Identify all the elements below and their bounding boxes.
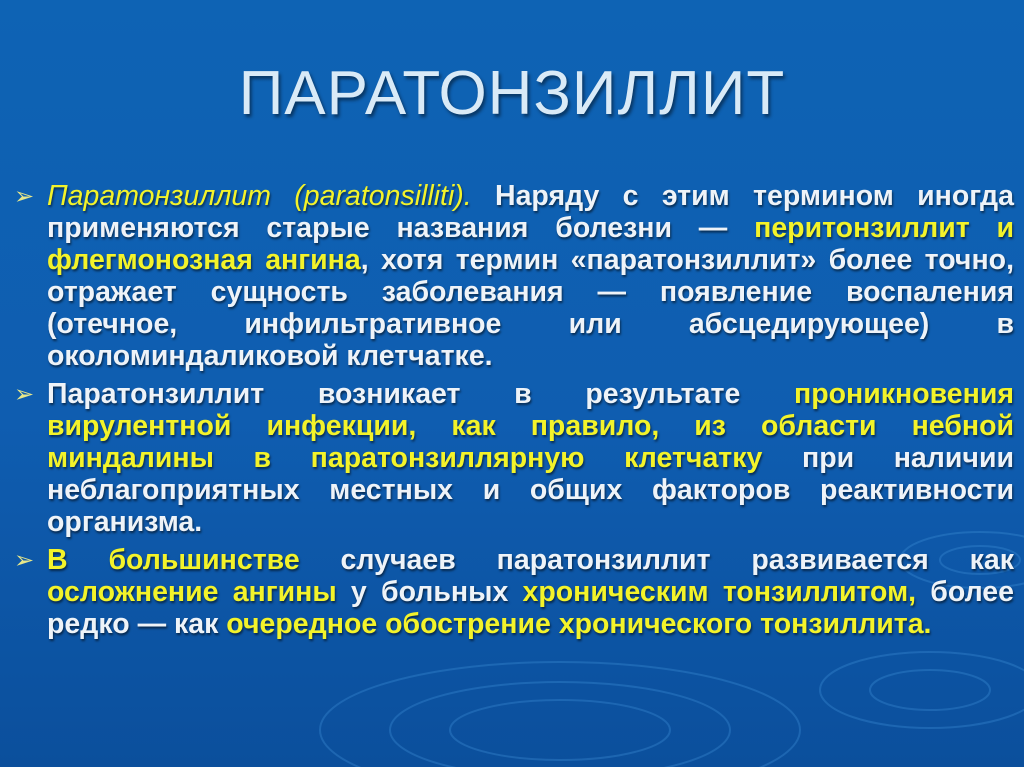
text-segment: Наряду с этим термином иногда применяются старые названия болезни — <box>47 180 1014 244</box>
text-segment: Паратонзиллит возникает в результате <box>47 378 794 410</box>
bullet-text <box>47 378 1014 538</box>
chevron-right-icon: ➢ <box>14 182 35 210</box>
chevron-right-icon: ➢ <box>14 380 35 408</box>
text-segment: при наличии неблагоприятных местных и общих факторов реактивности организма. <box>47 442 1014 538</box>
chevron-right-icon: ➢ <box>14 546 35 574</box>
text-segment: В большинстве <box>47 544 300 576</box>
bullet-item <box>14 180 1014 372</box>
bullet-text <box>47 180 1014 372</box>
text-segment: , хотя термин «паратонзиллит» более точно, отражает сущность заболевания — появление воспаления (отечное, инфильтративное или абсцедирующее) в околоминдаликовой клетчатке. <box>47 244 1014 372</box>
text-segment: хроническим тонзиллитом, <box>522 576 917 608</box>
text-segment: перитонзиллит и флегмонозная ангина <box>47 212 1015 276</box>
text-segment: (paratonsilliti). <box>271 180 472 212</box>
bullet-text <box>47 544 1014 640</box>
bullet-item <box>14 544 1014 640</box>
bullet-list <box>14 180 1014 646</box>
text-segment: проникновения вирулентной инфекции, как правило, из области небной миндалины в паратонзиллярную клетчатку <box>47 378 1014 474</box>
text-segment: у больных <box>336 576 523 608</box>
text-segment: Паратонзиллит <box>47 180 271 212</box>
bullet-item <box>14 378 1014 538</box>
text-segment: случаев паратонзиллит развивается как <box>299 544 1014 576</box>
text-segment: более редко — как <box>47 576 1015 640</box>
text-segment: осложнение ангины <box>47 576 337 608</box>
text-segment: очередное обострение хронического тонзиллита. <box>226 608 932 640</box>
slide-title: ПАРАТОНЗИЛЛИТ <box>238 59 786 128</box>
